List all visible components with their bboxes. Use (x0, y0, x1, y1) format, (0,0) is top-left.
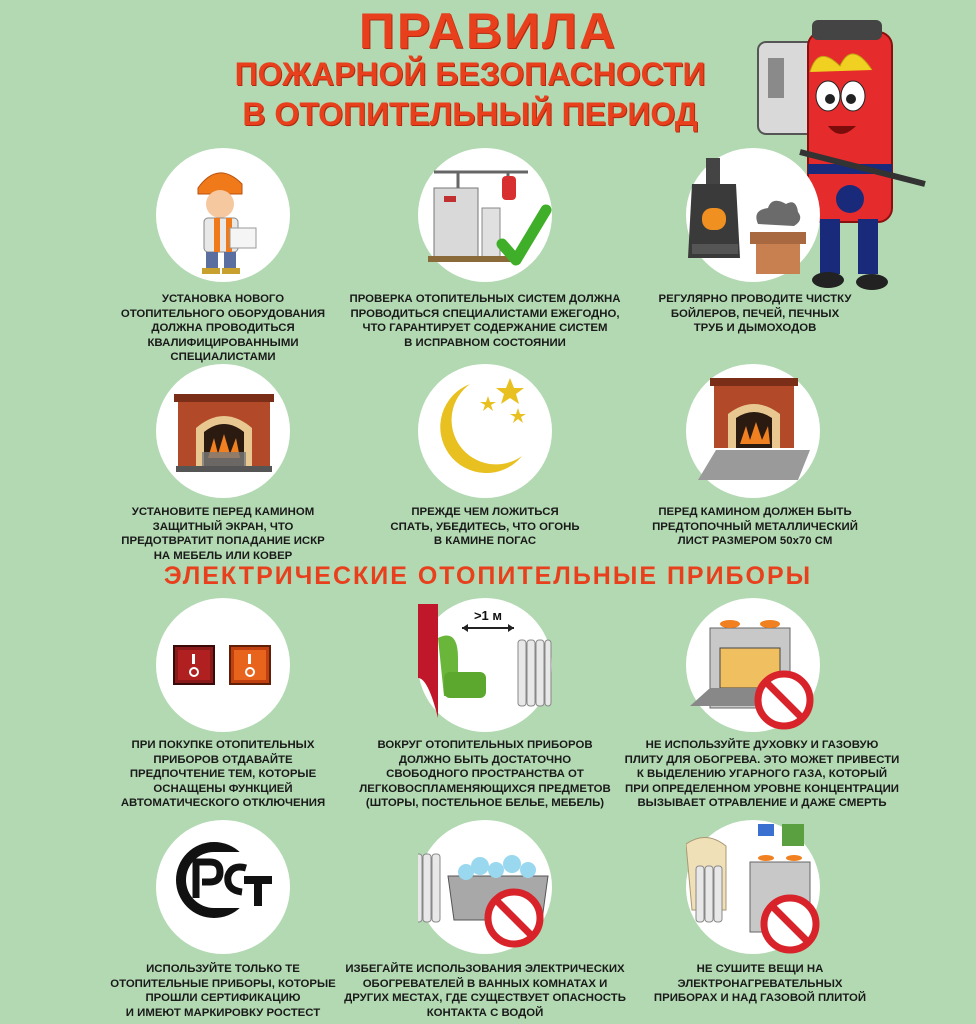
caption-line: ПРЕДОТВРАТИТ ПОПАДАНИЕ ИСКР (121, 535, 325, 548)
caption-line: ПРОВЕРКА ОТОПИТЕЛЬНЫХ СИСТЕМ ДОЛЖНА (349, 293, 621, 305)
rule-8-caption (335, 738, 635, 811)
caption-line: ДОЛЖНА ПРОВОДИТЬСЯ (151, 322, 295, 335)
caption-line: ДРУГИХ МЕСТАХ, ГДЕ СУЩЕСТВУЕТ ОПАСНОСТЬ (344, 992, 626, 1005)
caption-line: ОБОГРЕВАТЕЛЕЙ В ВАННЫХ КОМНАТАХ И (362, 977, 608, 990)
rule-10-caption (98, 962, 348, 1020)
caption-line: ЛЕГКОВОСПЛАМЕНЯЮЩИХСЯ ПРЕДМЕТОВ (359, 782, 611, 795)
rule-2-caption (330, 292, 640, 350)
caption-line: ОТОПИТЕЛЬНОГО ОБОРУДОВАНИЯ (120, 307, 326, 320)
caption-line: ДОЛЖНО БЫТЬ ДОСТАТОЧНО (398, 753, 572, 766)
distance-label: >1 м (473, 608, 503, 623)
page-subtitle-line2: В ОТОПИТЕЛЬНЫЙ ПЕРИОД (242, 96, 698, 132)
caption-line: СВОБОДНОГО ПРОСТРАНСТВА ОТ (386, 768, 584, 781)
caption-line: НА МЕБЕЛЬ ИЛИ КОВЕР (153, 549, 293, 562)
caption-line: ЗАЩИТНЫЙ ЭКРАН, ЧТО (152, 520, 294, 533)
caption-line: ОСНАЩЕНЫ ФУНКЦИЕЙ (153, 782, 293, 795)
rostest-logo-icon (156, 820, 290, 954)
rule-10-image (156, 820, 290, 954)
caption-line: ЭЛЕКТРОНАГРЕВАТЕЛЬНЫХ (677, 977, 843, 990)
caption-line: ТРУБ И ДЫМОХОДОВ (693, 322, 817, 335)
heater-distance-icon (418, 598, 552, 732)
caption-line: ПРЕЖДЕ ЧЕМ ЛОЖИТЬСЯ (411, 506, 559, 518)
rule-7-caption (98, 738, 348, 811)
caption-line: УСТАНОВКА НОВОГО (161, 293, 285, 305)
caption-line: УСТАНОВИТЕ ПЕРЕД КАМИНОМ (131, 506, 315, 518)
caption-line: ЧТО ГАРАНТИРУЕТ СОДЕРЖАНИЕ СИСТЕМ (362, 322, 608, 335)
caption-line: ВЫЗЫВАЕТ ОТРАВЛЕНИЕ И ДАЖЕ СМЕРТЬ (637, 797, 887, 810)
bathroom-heater-prohibited-icon (418, 820, 552, 954)
caption-line: АВТОМАТИЧЕСКОГО ОТКЛЮЧЕНИЯ (120, 797, 326, 810)
caption-line: (ШТОРЫ, ПОСТЕЛЬНОЕ БЕЛЬЕ, МЕБЕЛЬ) (365, 797, 605, 810)
rule-8-image (418, 598, 552, 732)
caption-line: ПРОВОДИТЬСЯ СПЕЦИАЛИСТАМИ ЕЖЕГОДНО, (350, 307, 620, 320)
caption-line: ИСПОЛЬЗУЙТЕ ТОЛЬКО ТЕ (146, 963, 300, 975)
page-title: ПРАВИЛА (358, 3, 618, 59)
section-title-electric: ЭЛЕКТРИЧЕСКИЕ ОТОПИТЕЛЬНЫЕ ПРИБОРЫ (163, 562, 813, 590)
rule-5-caption (350, 505, 620, 549)
caption-line: ПРИ ПОКУПКЕ ОТОПИТЕЛЬНЫХ (131, 739, 315, 751)
rule-5-image (418, 364, 552, 498)
rule-3-image (686, 148, 820, 282)
rule-3-caption (640, 292, 870, 336)
page-subtitle-line1: ПОЖАРНОЙ БЕЗОПАСНОСТИ (234, 56, 706, 92)
rule-2-image (418, 148, 552, 282)
rule-9-caption (612, 738, 912, 811)
caption-line: К ВЫДЕЛЕНИЮ УГАРНОГО ГАЗА, КОТОРЫЙ (636, 768, 888, 781)
caption-line: СПЕЦИАЛИСТАМИ (170, 351, 276, 364)
caption-line: КВАЛИФИЦИРОВАННЫМИ (147, 336, 299, 349)
moon-stars-icon (418, 364, 552, 498)
rule-12-image (686, 820, 820, 954)
rule-6-image (686, 364, 820, 498)
caption-line: В КАМИНЕ ПОГАС (433, 535, 537, 548)
fireplace-screen-icon (156, 364, 290, 498)
caption-line: НЕ СУШИТЕ ВЕЩИ НА (696, 963, 824, 975)
fireplace-sheet-icon (686, 364, 820, 498)
rule-1-caption (98, 292, 348, 365)
caption-line: ЛИСТ РАЗМЕРОМ 50х70 СМ (677, 535, 833, 548)
rule-12-caption (630, 962, 890, 1006)
rule-9-image (686, 598, 820, 732)
caption-line: ПРИБОРОВ ОТДАВАЙТЕ (153, 753, 293, 766)
caption-line: РЕГУЛЯРНО ПРОВОДИТЕ ЧИСТКУ (658, 293, 852, 305)
rule-11-caption (330, 962, 640, 1020)
caption-line: ПРИ ОПРЕДЕЛЕННОМ УРОВНЕ КОНЦЕНТРАЦИИ (625, 782, 899, 795)
rule-1-image (156, 148, 290, 282)
caption-line: ПЛИТУ ДЛЯ ОБОГРЕВА. ЭТО МОЖЕТ ПРИВЕСТИ (624, 753, 900, 766)
caption-line: И ИМЕЮТ МАРКИРОВКУ РОСТЕСТ (125, 1006, 321, 1019)
caption-line: НЕ ИСПОЛЬЗУЙТЕ ДУХОВКУ И ГАЗОВУЮ (645, 739, 879, 751)
caption-line: ПРЕДТОПОЧНЫЙ МЕТАЛЛИЧЕСКИЙ (652, 520, 858, 533)
caption-line: ИЗБЕГАЙТЕ ИСПОЛЬЗОВАНИЯ ЭЛЕКТРИЧЕСКИХ (345, 963, 625, 975)
caption-line: ПРИБОРАХ И НАД ГАЗОВОЙ ПЛИТОЙ (653, 992, 867, 1005)
worker-icon (156, 148, 290, 282)
rule-4-caption (98, 505, 348, 563)
caption-line: ОТОПИТЕЛЬНЫЕ ПРИБОРЫ, КОТОРЫЕ (110, 977, 336, 990)
rule-7-image (156, 598, 290, 732)
rule-6-caption (630, 505, 880, 549)
rule-4-image (156, 364, 290, 498)
caption-line: В ИСПРАВНОМ СОСТОЯНИИ (404, 336, 566, 349)
drying-clothes-prohibited-icon (686, 820, 820, 954)
caption-line: СПАТЬ, УБЕДИТЕСЬ, ЧТО ОГОНЬ (390, 520, 580, 533)
gas-oven-prohibited-icon (686, 598, 820, 732)
caption-line: ВОКРУГ ОТОПИТЕЛЬНЫХ ПРИБОРОВ (377, 739, 593, 751)
caption-line: ПРОШЛИ СЕРТИФИКАЦИЮ (145, 992, 301, 1005)
rule-11-image (418, 820, 552, 954)
caption-line: ПЕРЕД КАМИНОМ ДОЛЖЕН БЫТЬ (658, 506, 852, 518)
stove-chimney-icon (686, 148, 820, 282)
caption-line: БОЙЛЕРОВ, ПЕЧЕЙ, ПЕЧНЫХ (670, 307, 840, 320)
caption-line: КОНТАКТА С ВОДОЙ (426, 1006, 544, 1019)
heating-system-check-icon (418, 148, 552, 282)
auto-switch-icon (156, 598, 290, 732)
caption-line: ПРЕДПОЧТЕНИЕ ТЕМ, КОТОРЫЕ (129, 768, 317, 781)
